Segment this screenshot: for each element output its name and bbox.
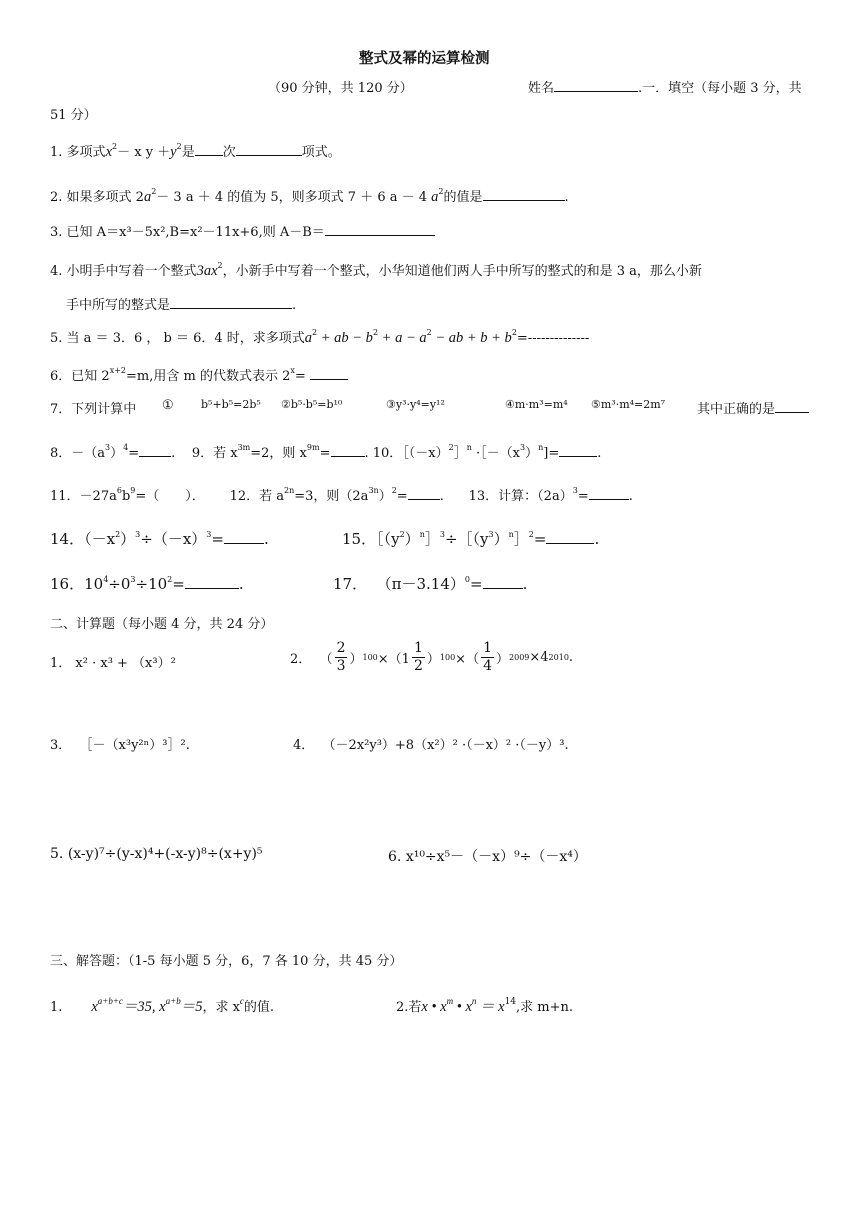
- answer-blank[interactable]: [185, 577, 239, 589]
- calc-1: 1． x² · x³ + （x³）²: [50, 656, 176, 671]
- answer-blank[interactable]: [236, 144, 302, 156]
- calc-2: 2． （ $\frac{2}{3}$ ） 100 ×（1 $\frac{1}{2}$ ） 100 ×（ $\frac{1}{4}$ ） 2009 ×4 2010 .: [290, 640, 574, 674]
- answer-problem-1: 1. $x^{a+b+c}=35$, $x^{a+b}=5$，求 $x^c$的值.: [50, 996, 275, 1015]
- answer-blank[interactable]: [559, 445, 597, 457]
- calc-6: 6. x¹⁰÷x⁵－（－x）⁹÷（－x⁴）: [388, 849, 587, 865]
- question-17: 17． $(\pi-3.14)^0=$ .: [333, 575, 528, 593]
- calc-3: 3． ［－（x³y²ⁿ）³］².: [50, 738, 190, 753]
- question-8-10: 8．$-(a^3)^4=$ . 9．若 $x^{3m}=2$，则 $x^{9m}=$ . 10．$[(-x)^2]^n$ $\cdot[-(x^3)^n]=$ .: [50, 443, 602, 461]
- answer-blank[interactable]: [139, 445, 171, 457]
- question-4-cont: 手中所写的整式是 .: [66, 298, 297, 313]
- question-2: 2. 如果多项式 $2a^2- 3$ a ＋ 4 的值为 5，则多项式 7 ＋ 6 a － 4 $a^2$的值是 .: [50, 187, 569, 205]
- question-3: 3. 已知 A＝x³－5x²,B=x²－11x+6,则 A－B＝: [50, 221, 435, 240]
- name-blank[interactable]: [554, 80, 638, 92]
- answer-blank[interactable]: [310, 368, 348, 380]
- q7-choice-2: ②b⁵·b⁵=b¹⁰: [281, 398, 343, 411]
- name-field[interactable]: [528, 77, 802, 96]
- answer-blank[interactable]: [331, 445, 365, 457]
- answer-blank[interactable]: [483, 577, 523, 589]
- section2-heading: 二、计算题（每小题 4 分，共 24 分）: [50, 617, 274, 632]
- answer-blank[interactable]: [170, 297, 292, 309]
- q7-choice-1-mark: ①: [162, 398, 174, 413]
- answer-blank[interactable]: [775, 401, 809, 413]
- q7-choice-1: b⁵+b⁵=2b⁵: [201, 398, 261, 411]
- answer-blank[interactable]: [483, 189, 565, 201]
- q7-choice-5: ⑤m³·m⁴=2m⁷: [591, 398, 666, 411]
- answer-blank[interactable]: [546, 532, 594, 544]
- question-6: 6．已知 $2^{x+2}=m$,用含 m 的代数式表示 $2^x=$: [50, 365, 348, 384]
- question-15: 15．$[(y^2)^n]^3\div[(y^3)^n]^2=$ .: [342, 530, 600, 548]
- page-title: 整式及幂的运算检测: [359, 51, 490, 67]
- answer-blank[interactable]: [589, 488, 629, 500]
- section3-heading: 三、解答题：（1-5 每小题 5 分，6，7 各 10 分，共 45 分）: [50, 954, 403, 969]
- q7-answer: 其中正确的是: [697, 398, 809, 417]
- q7-choice-3: ③y³·y⁴=y¹²: [386, 398, 445, 411]
- answer-blank[interactable]: [224, 532, 264, 544]
- question-7: 7．下列计算中: [50, 402, 137, 417]
- question-4: 4. 小明手中写着一个整式$3ax^2$，小新手中写着一个整式，小华知道他们两人手中所写的整式的和是 3 a，那么小新: [50, 261, 702, 279]
- question-11-13: 11．$-27a^6b^9=$（ ）． 12．若 $a^{2n}=3$，则$(2a^{3n})^2=$ . 13．计算：$(2a)^3=$ .: [50, 486, 633, 504]
- section1-heading-cont: 51 分）: [50, 108, 97, 123]
- calc-4: 4． （－2x²y³）+8（x²）² ·（－x）² ·（－y）³.: [293, 738, 569, 753]
- answer-blank[interactable]: [195, 144, 223, 156]
- time-info: （90 分钟，共 120 分）: [268, 81, 413, 96]
- calc-5: 5. (x-y)⁷÷(y-x)⁴+(-x-y)⁸÷(x+y)⁵: [50, 846, 263, 862]
- answer-problem-2: 2.若x • $x^m$ • $x^n = x^{14}$,求 m+n.: [396, 996, 574, 1015]
- name-label: 姓名: [528, 81, 555, 96]
- question-16: 16．$10^4\div 0^3\div 10^2=$ .: [50, 575, 244, 593]
- section1-heading: .一．填空（每小题 3 分，共: [638, 81, 802, 96]
- question-1: 1. 多项式$x^2- x$ $y +y^2$是 次 项式。: [50, 142, 341, 160]
- question-14: 14．$(-x^2)^3\div(-x)^3=$ .: [50, 530, 269, 548]
- q7-choice-4: ④m·m³=m⁴: [505, 398, 568, 411]
- answer-blank[interactable]: [408, 488, 440, 500]
- answer-blank[interactable]: [325, 224, 435, 236]
- question-5: 5. 当 a ＝ 3．6 ， b ＝ 6．4 时，求多项式$a^2$ + ab − $b^2 + a - a^2$ − ab + $b + b^2=--------------$: [50, 328, 590, 346]
